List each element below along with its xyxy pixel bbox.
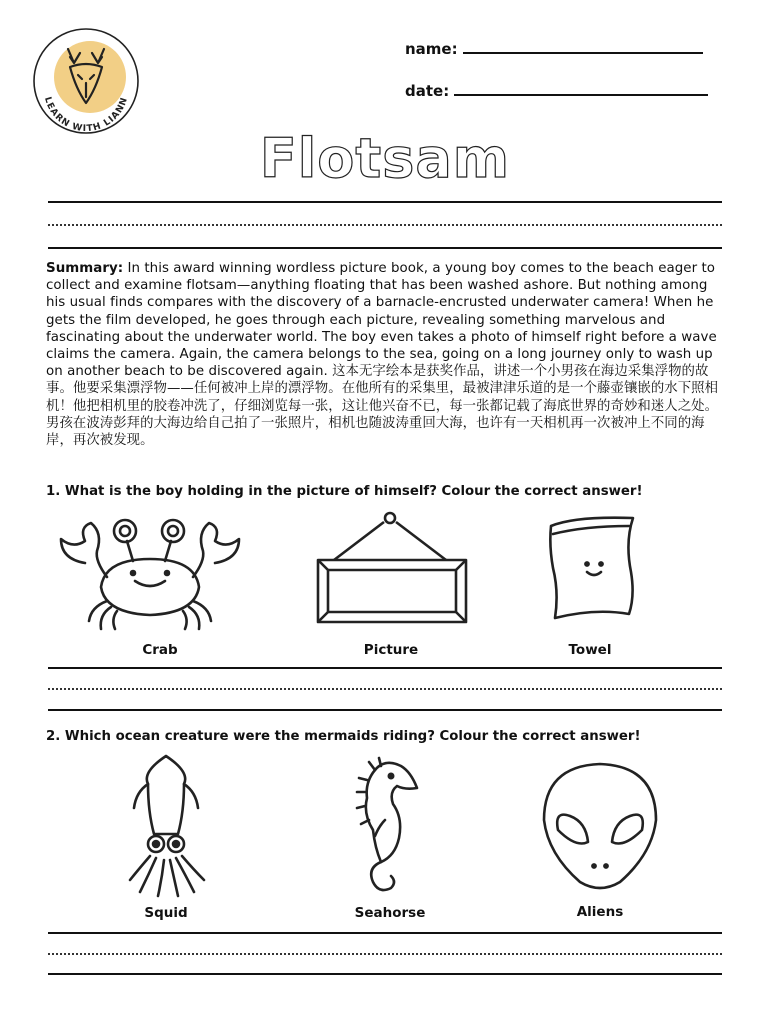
logo <box>30 27 142 139</box>
name-input-line[interactable] <box>463 52 703 54</box>
writing-line <box>48 201 722 203</box>
writing-dotted-line <box>48 953 722 955</box>
name-label: name: <box>405 40 458 58</box>
logo-text: LEARN WITH LIANN <box>41 95 131 135</box>
date-field[interactable] <box>405 82 708 100</box>
option-seahorse-label[interactable]: Seahorse <box>354 905 426 921</box>
name-field[interactable] <box>405 40 703 58</box>
towel-icon[interactable] <box>545 512 641 626</box>
alien-icon[interactable] <box>540 760 660 898</box>
summary-paragraph <box>46 260 726 449</box>
option-crab-label[interactable]: Crab <box>142 642 178 658</box>
squid-icon[interactable] <box>122 752 212 902</box>
page-title: Flotsam <box>259 127 511 190</box>
writing-line <box>48 932 722 934</box>
deer-head-icon <box>30 27 142 139</box>
option-squid-label[interactable]: Squid <box>144 905 188 921</box>
writing-dotted-line <box>48 224 722 226</box>
date-label: date: <box>405 82 450 100</box>
date-input-line[interactable] <box>454 94 708 96</box>
picture-frame-icon[interactable] <box>312 508 472 632</box>
question-2: 2. Which ocean creature were the mermaids riding? Colour the correct answer! <box>46 729 641 744</box>
writing-line <box>48 247 722 249</box>
option-towel-label[interactable]: Towel <box>568 642 612 658</box>
summary-text: In this award winning wordless picture book, a young boy comes to the beach eager to collect and examine flotsam—anything floating that has been washed ashore. But nothing among his usual finds compares with the discovery of a barnacle-encrusted underwater camera! When he gets the film developed, he goes through each picture, revealing something marvelous and fascinating about the underwater world. The boy even takes a photo of himself right before a wave claims the camera. Again, the camera belongs to the sea, going on a long journey only to wash up on another beach to be discovered again. 这本无字绘本是获奖作品，讲述一个小男孩在海边采集浮物的故事。他要采集漂浮物——任何被冲上岸的漂浮物。在他所有的采集里，最被津津乐道的是一个藤壶镶嵌的水下照相机！他把相机里的胶卷冲洗了，仔细浏览每一张，这让他兴奋不已，每一张都记载了海底世界的奇妙和迷人之处。男孩在波涛彭拜的大海边给自己拍了一张照片，相机也随波涛重回大海，也许有一天相机再一次被冲上不同的海岸，再次被发现。 <box>46 261 719 449</box>
writing-line <box>48 667 722 669</box>
option-aliens-label[interactable]: Aliens <box>576 904 624 920</box>
question-1: 1. What is the boy holding in the picture of himself? Colour the correct answer! <box>46 484 643 499</box>
crab-icon[interactable] <box>55 515 245 637</box>
writing-line <box>48 709 722 711</box>
summary-label: Summary: <box>46 261 124 276</box>
option-picture-label[interactable]: Picture <box>363 642 419 658</box>
seahorse-icon[interactable] <box>345 756 425 906</box>
writing-line <box>48 973 722 975</box>
writing-dotted-line <box>48 688 722 690</box>
